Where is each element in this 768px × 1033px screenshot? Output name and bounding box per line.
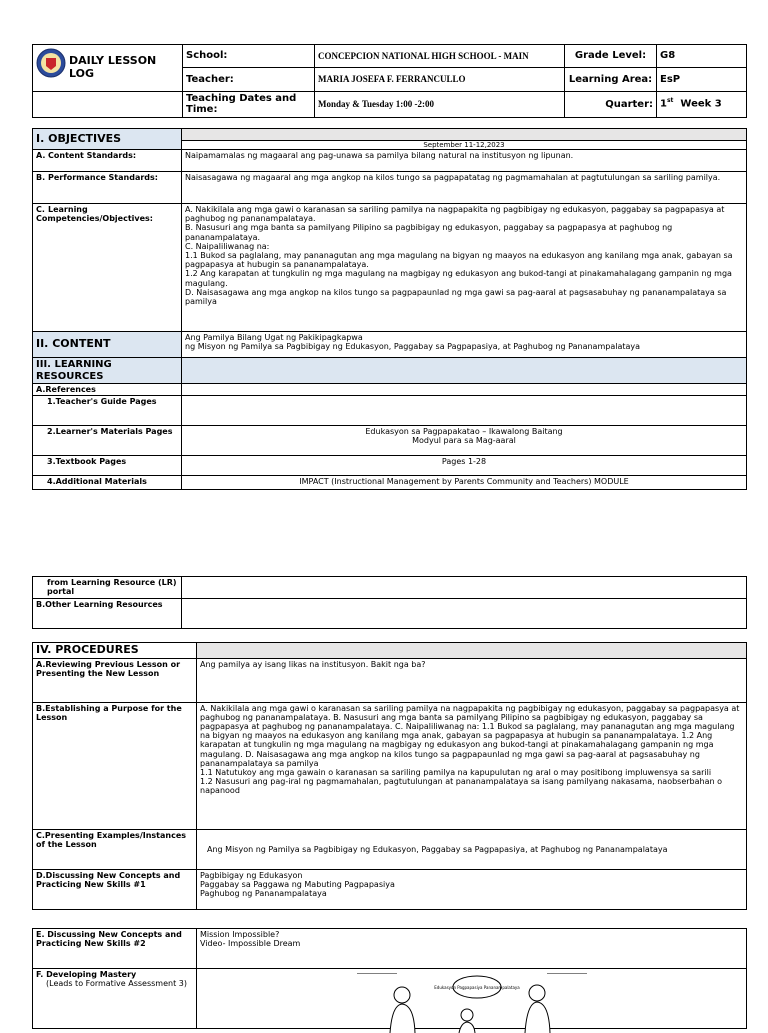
learners-materials-label: 2.Learner's Materials Pages <box>33 426 182 456</box>
reviewing-text: Ang pamilya ay isang likas na institusyon. Bakit nga ba? <box>197 658 747 702</box>
mastery-label: F. Developing Mastery (Leads to Formative Assessment 3) <box>33 969 197 1029</box>
lr-portal-label: from Learning Resource (LR) portal <box>33 577 182 599</box>
area-value: EsP <box>657 68 747 91</box>
discussing-1-label: D.Discussing New Concepts and Practicing New Skills #1 <box>33 869 197 909</box>
quarter-value: 1st Week 3 <box>657 91 747 117</box>
content-standards-text: Naipamamalas ng magaaral ang pag-unawa sa pamilya bilang natural na institusyon ng lipunan. <box>182 150 747 172</box>
objectives-heading: I. OBJECTIVES <box>33 129 182 150</box>
discussing-2-text: Mission Impossible? Video- Impossible Dream <box>197 929 747 969</box>
area-label: Learning Area: <box>565 68 657 91</box>
procedures-heading: IV. PROCEDURES <box>33 643 197 659</box>
quarter-label: Quarter: <box>565 91 657 117</box>
mastery-cell <box>197 969 747 1029</box>
illustration-bubble-text: Edukasyon Pagpapasiya Pananampalataya <box>434 985 520 990</box>
discussing-2-label: E. Discussing New Concepts and Practicing New Skills #2 <box>33 929 197 969</box>
school-label: School: <box>183 45 315 68</box>
performance-standards-label: B. Performance Standards: <box>33 172 182 204</box>
lesson-table-1 <box>32 128 747 490</box>
dates-label: Teaching Dates and Time: <box>183 91 315 117</box>
content-standards-label: A. Content Standards: <box>33 150 182 172</box>
grade-label: Grade Level: <box>565 45 657 68</box>
procedures-table-2 <box>32 928 747 1029</box>
lesson-log-title: DAILY LESSON LOG <box>33 45 183 92</box>
presenting-text: Ang Misyon ng Pamilya sa Pagbibigay ng Edukasyon, Paggabay sa Pagpapasiya, at Paghubog ng Pananampalataya <box>197 829 747 869</box>
school-value: CONCEPCION NATIONAL HIGH SCHOOL - MAIN <box>315 45 565 68</box>
dates-value: Monday & Tuesday 1:00 -2:00 <box>315 91 565 117</box>
textbook-pages: Pages 1-28 <box>182 456 747 476</box>
procedures-table <box>32 642 747 910</box>
competencies-text: A. Nakikilala ang mga gawi o karanasan sa sariling pamilya na nagpapakita ng pagbibigay ng edukasyon, paggabay sa pagpapasya at paghubog ng pananampalataya. B. Nasusuri ang mga banta sa pamilyang Pilipino sa pagbibigay ng edukasyon, paggabay sa pagpapasya at paghubog ng pananampalataya. C. Naipaliliwanag na: 1.1 Bukod sa paglalang, may pananagutan ang mga magulang na bigyan ng maayos na edukasyon ang kanilang mga anak, gabayan sa pagpapasya at hubugin sa pananampalataya. 1.2 Ang karapatan at tungkulin ng mga magulang na magbigay ng edukasyon ang bukod-tangi at pinakamahalagang gampanin ng mga magulang. D. Naisasagawa ang mga angkop na kilos tungo sa pagpapaunlad ng mga gawi sa pag-aaral at pagsasabuhay ng pananampalataya sa pamilya <box>182 204 747 332</box>
competencies-label: C. Learning Competencies/Objectives: <box>33 204 182 332</box>
family-illustration <box>357 973 587 1033</box>
reviewing-label: A.Reviewing Previous Lesson or Presenting the New Lesson <box>33 658 197 702</box>
learners-materials-text: Edukasyon sa Pagpapakatao – Ikawalong Baitang Modyul para sa Mag-aaral <box>182 426 747 456</box>
header-table <box>32 44 747 118</box>
teacher-value: MARIA JOSEFA F. FERRANCULLO <box>315 68 565 91</box>
textbook-label: 3.Textbook Pages <box>33 456 182 476</box>
lesson-table-2 <box>32 576 747 629</box>
other-resources-label: B.Other Learning Resources <box>33 599 182 629</box>
performance-standards-text: Naisasagawa ng magaaral ang mga angkop na kilos tungo sa pagpapatatag ng pagmamahalan at pagtutulungan sa sariling pamilya. <box>182 172 747 204</box>
purpose-text: A. Nakikilala ang mga gawi o karanasan sa sariling pamilya na nagpapakita ng pagbibigay ng edukasyon, paggabay sa pagpapasya at paghubog ng pananampalataya. B. Nasusuri ang mga banta sa pamilyang Pilipino sa pagbibigay ng edukasyon, paggabay sa pagpapasya at paghubog ng pananampalataya. C. Naipaliliwanag na: 1.1 Bukod sa paglalang, may pananagutan ang mga magulang na bigyan ng maayos na edukasyon ang kanilang mga anak, gabayan sa pagpapasya at hubugin sa pananampalataya. 1.2 Ang karapatan at tungkulin ng mga magulang na magbigay ng edukasyon ang bukod-tangi at pinakamahalagang gampanin ng mga magulang. D. Naisasagawa ang mga angkop na kilos tungo sa pagpapaunlad ng mga gawi sa pag-aaral at pagsasabuhay ng pananampalataya sa pamilya 1.1 Natutukoy ang mga gawain o karanasan sa sariling pamilya na kapupulutan ng aral o may positibong impluwensya sa sarili 1.2 Nasusuri ang pag-iral ng pagmamahalan, pagtutulungan at pananampalataya sa isang pamilyang nakasama, naobserbahan o napanood <box>197 702 747 829</box>
discussing-1-text: Pagbibigay ng Edukasyon Paggabay sa Paggawa ng Mabuting Pagpapasiya Paghubog ng Pananampalataya <box>197 869 747 909</box>
resources-heading: III. LEARNING RESOURCES <box>33 358 182 384</box>
additional-materials-text: IMPACT (Instructional Management by Parents Community and Teachers) MODULE <box>182 476 747 490</box>
purpose-label: B.Establishing a Purpose for the Lesson <box>33 702 197 829</box>
presenting-label: C.Presenting Examples/Instances of the Lesson <box>33 829 197 869</box>
teacher-label: Teacher: <box>183 68 315 91</box>
references-label: A.References <box>33 384 182 396</box>
grade-value: G8 <box>657 45 747 68</box>
teachers-guide-label: 1.Teacher's Guide Pages <box>33 396 182 426</box>
content-text: Ang Pamilya Bilang Ugat ng Pakikipagkapwa ng Misyon ng Pamilya sa Pagbibigay ng Edukasyon, Paggabay sa Pagpapasiya, at Paghubog ng Pananampalataya <box>182 332 747 358</box>
additional-materials-label: 4.Additional Materials <box>33 476 182 490</box>
objectives-date: September 11-12,2023 <box>182 141 747 150</box>
content-heading: II. CONTENT <box>33 332 182 358</box>
